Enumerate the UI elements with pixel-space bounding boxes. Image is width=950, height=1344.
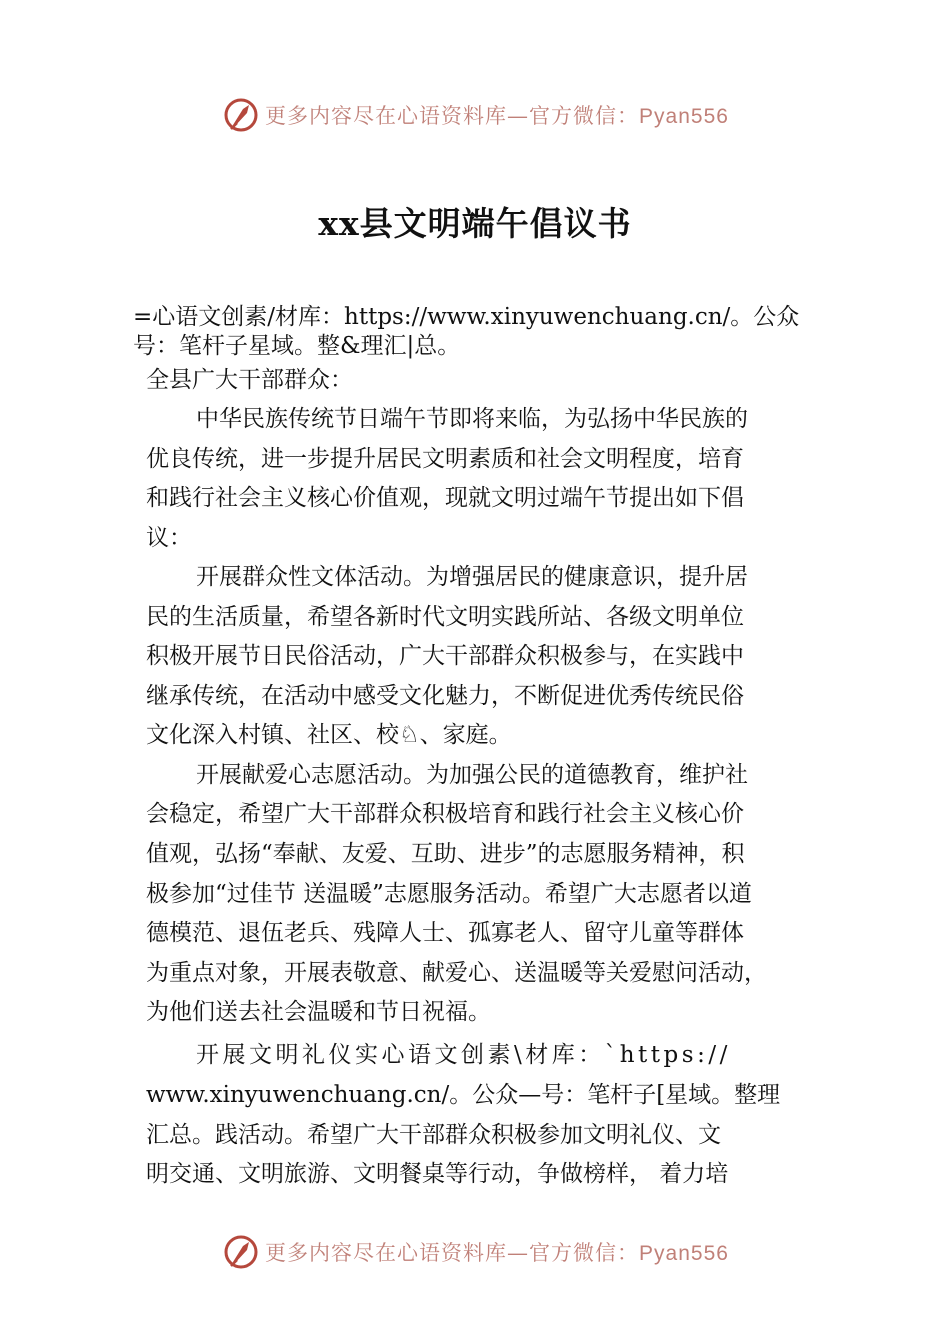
watermark-wechat-id: Pyan556 (639, 1242, 729, 1265)
pen-nib-logo-icon (221, 1232, 261, 1272)
paragraph-3-line: 值观，弘扬“奉献、友爱、互助、进步”的志愿服务精神，积 (146, 841, 745, 867)
document-title: xx县文明端午倡议书 (318, 204, 632, 243)
paragraph-2-line: 继承传统，在活动中感受文化魅力，不断促进优秀传统民俗 (146, 683, 744, 709)
paragraph-3-line: 会稳定，希望广大干部群众积极培育和践行社会主义核心价 (146, 801, 744, 827)
intro-line: =心语文创素/材库：https://www.xinyuwenchuang.cn/。公众 (133, 304, 800, 330)
watermark-text: 更多内容尽在心语资料库—官方微信： (265, 104, 640, 128)
paragraph-3-line: 为重点对象，开展表敬意、献爱心、送温暖等关爱慰问活动， (146, 960, 767, 986)
paragraph-2-line: 开展群众性文体活动。为增强居民的健康意识，提升居 (196, 564, 748, 590)
paragraph-3-line: 极参加“过佳节 送温暖”志愿服务活动。希望广大志愿者以道 (146, 881, 752, 907)
salutation: 全县广大干部群众： (146, 367, 353, 393)
intro-line: 号：笔杆子星域。整&理汇|总。 (133, 333, 461, 359)
paragraph-3-line: 德模范、退伍老兵、残障人士、孤寡老人、留守儿童等群体 (146, 920, 744, 946)
paragraph-1-line: 议： (146, 525, 192, 551)
pen-nib-logo-icon (221, 95, 261, 135)
watermark-wechat-id: Pyan556 (639, 105, 729, 128)
paragraph-2-line: 文化深入村镇、社区、校♘、家庭。 (146, 722, 512, 748)
watermark-banner-bottom (0, 1230, 950, 1274)
paragraph-4-line: www.xinyuwenchuang.cn/。公众—号：笔杆子[星域。整理 (146, 1082, 781, 1108)
paragraph-4-line: 汇总。践活动。希望广大干部群众积极参加文明礼仪、文 (146, 1122, 721, 1148)
paragraph-3-line: 开展献爱心志愿活动。为加强公民的道德教育，维护社 (196, 762, 748, 788)
paragraph-3-line: 为他们送去社会温暖和节日祝福。 (146, 999, 491, 1025)
watermark-text: 更多内容尽在心语资料库—官方微信： (265, 1241, 640, 1265)
paragraph-4-line: 明交通、文明旅游、文明餐桌等行动，争做榜样， 着力培 (146, 1161, 729, 1187)
paragraph-2-line: 积极开展节日民俗活动，广大干部群众积极参与，在实践中 (146, 643, 744, 669)
paragraph-4-line: 开展文明礼仪实心语文创素\材库：`https:// (196, 1042, 731, 1068)
watermark-banner-top (0, 93, 950, 137)
paragraph-2-line: 民的生活质量，希望各新时代文明实践所站、各级文明单位 (146, 604, 744, 630)
paragraph-1-line: 优良传统，进一步提升居民文明素质和社会文明程度，培育 (146, 446, 744, 472)
paragraph-1-line: 中华民族传统节日端午节即将来临，为弘扬中华民族的 (196, 406, 748, 432)
paragraph-1-line: 和践行社会主义核心价值观，现就文明过端午节提出如下倡 (146, 485, 744, 511)
